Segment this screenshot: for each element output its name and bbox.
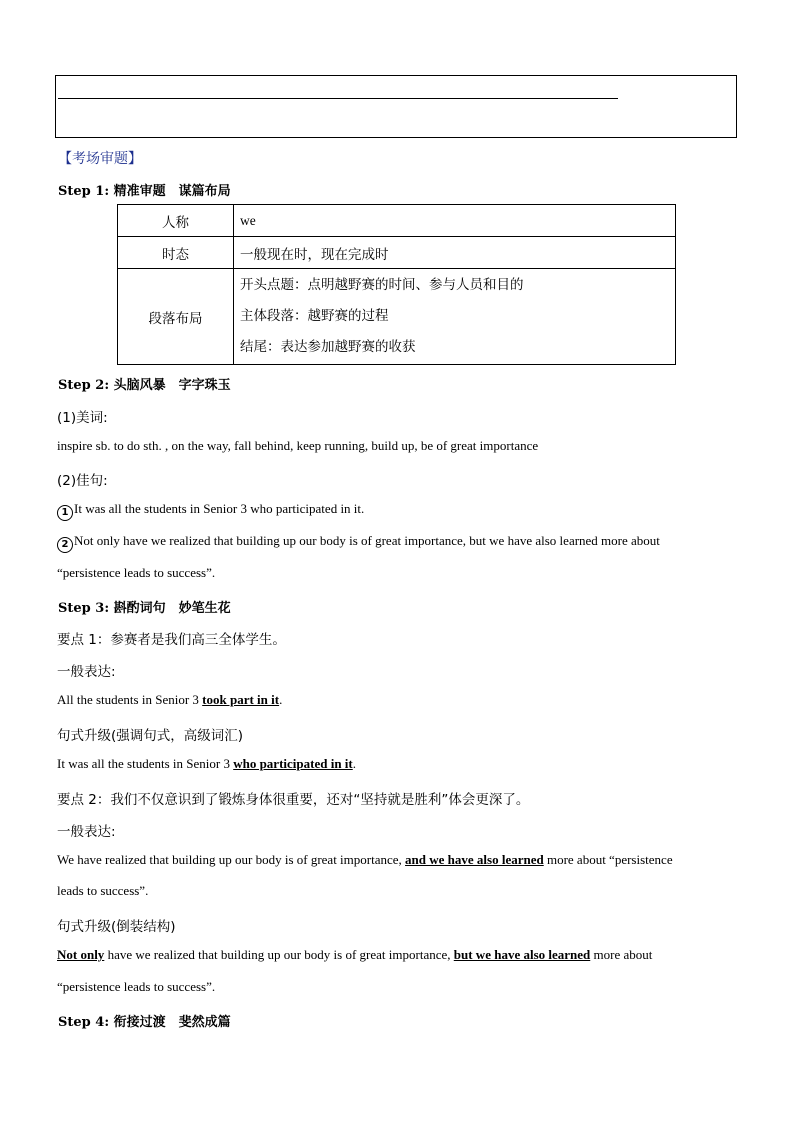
table-key: 人称 — [118, 205, 234, 237]
text: more about “persistence — [543, 852, 673, 867]
table-value — [234, 269, 676, 365]
general-label-2: 一般表达: — [57, 824, 116, 840]
underlined-phrase: took part in it — [202, 692, 280, 707]
point2-upgrade-cont: “persistence leads to success”. — [57, 979, 216, 994]
step3-title: Step 3: 斟酌词句 妙笔生花 — [58, 601, 231, 616]
number-badge: 1 — [57, 505, 73, 521]
table-row — [118, 205, 676, 237]
underlined-phrase: but we have also learned — [453, 947, 591, 962]
sentences-label: (2)佳句: — [57, 473, 108, 489]
layout-item-opening: 开头点题：点明越野赛的时间、参与人员和目的 — [240, 277, 524, 293]
point1-title: 要点 1：参赛者是我们高三全体学生。 — [57, 632, 286, 648]
point2-general — [57, 852, 673, 868]
text: more about — [590, 947, 653, 962]
text: . — [352, 756, 356, 771]
underlined-phrase: who participated in it — [233, 756, 353, 771]
step2-title: Step 2: 头脑风暴 字字珠玉 — [58, 378, 231, 393]
point1-general — [57, 692, 282, 708]
layout-item-body: 主体段落：越野赛的过程 — [240, 308, 389, 324]
point2-upgrade — [57, 947, 652, 963]
step4-title: Step 4: 衔接过渡 斐然成篇 — [58, 1015, 231, 1030]
answer-box — [55, 75, 737, 138]
table-row — [118, 237, 676, 269]
sentence-2 — [57, 533, 738, 553]
sentence-text: It was all the students in Senior 3 who participated in it. — [74, 501, 365, 516]
table-row — [118, 269, 676, 365]
answer-line — [58, 98, 618, 99]
layout-item-ending: 结尾：表达参加越野赛的收获 — [240, 339, 416, 355]
sentence-1 — [57, 501, 364, 521]
sentence-2-cont: “persistence leads to success”. — [57, 565, 216, 580]
point2-general-cont: leads to success”. — [57, 883, 149, 898]
text: It was all the students in Senior 3 — [57, 756, 234, 771]
words-list: inspire sb. to do sth. , on the way, fall behind, keep running, build up, be of great importance — [57, 438, 539, 453]
point2-title: 要点 2：我们不仅意识到了锻炼身体很重要，还对“坚持就是胜利”体会更深了。 — [57, 792, 530, 808]
table-value: we — [234, 205, 676, 237]
point1-upgrade — [57, 756, 356, 772]
words-label: (1)美词: — [57, 410, 108, 426]
table-key: 时态 — [118, 237, 234, 269]
table-value: 一般现在时，现在完成时 — [234, 237, 676, 269]
section-header: 【考场审题】 — [58, 151, 142, 167]
table-key: 段落布局 — [118, 269, 234, 365]
point1-upgrade-label: 句式升级(强调句式，高级词汇) — [57, 728, 244, 744]
text: . — [279, 692, 283, 707]
step1-title: Step 1: 精准审题 谋篇布局 — [58, 184, 231, 199]
general-label: 一般表达: — [57, 664, 116, 680]
text: All the students in Senior 3 — [57, 692, 203, 707]
sentence-text: Not only have we realized that building up our body is of great importance, but we have also learned more about — [74, 533, 660, 548]
underlined-phrase: Not only — [57, 947, 105, 962]
number-badge: 2 — [57, 537, 73, 553]
text: We have realized that building up our body is of great importance, — [57, 852, 406, 867]
analysis-table — [117, 204, 676, 365]
point2-upgrade-label: 句式升级(倒装结构) — [57, 919, 176, 935]
underlined-phrase: and we have also learned — [405, 852, 544, 867]
text: have we realized that building up our body is of great importance, — [104, 947, 454, 962]
